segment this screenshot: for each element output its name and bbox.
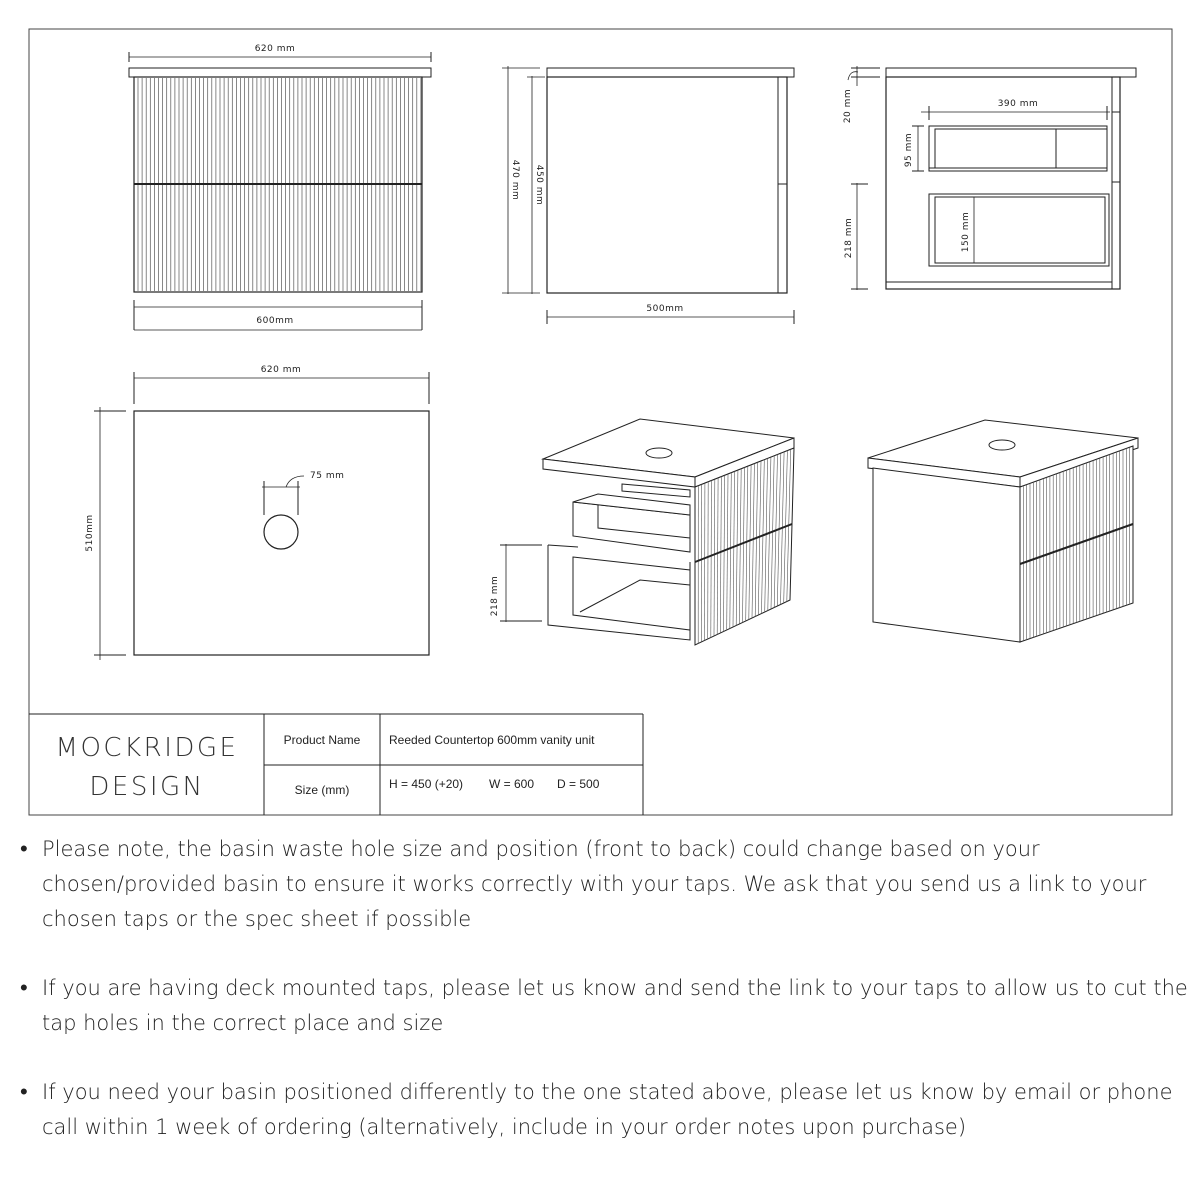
side-countertop [547, 68, 794, 77]
side-view [502, 66, 794, 324]
product-name-label: Product Name [283, 733, 361, 747]
brand-line-1: MOCKRIDGE [55, 733, 239, 763]
dim-side-height-total: 470 mm [510, 159, 520, 201]
dim-side-depth: 500mm [646, 304, 684, 314]
dim-iso-open-height: 218 mm [490, 575, 500, 617]
dim-section-lower-height: 218 mm [844, 217, 854, 259]
dim-section-drawer-width: 390 mm [997, 99, 1039, 109]
iso-closed-waste-hole [989, 440, 1015, 450]
size-depth: D = 500 [557, 777, 600, 791]
dim-section-drawer-bottom-height: 150 mm [961, 211, 971, 253]
section-lower-drawer [929, 194, 1109, 266]
plan-waste-hole [264, 515, 298, 549]
iso-open-lower-drawer [573, 557, 690, 630]
dim-front-bottom-width: 600mm [256, 316, 294, 326]
plan-view [85, 365, 429, 660]
iso-closed-side [873, 468, 1020, 642]
dim-plan-depth: 510mm [85, 514, 95, 552]
note-item: • If you are having deck mounted taps, please let us know and send the link to your taps to allow us to cut the tap holes in the correct place and size [20, 971, 1195, 1041]
side-cabinet [547, 77, 787, 293]
brand-line-2: DESIGN [89, 772, 205, 802]
section-countertop [886, 68, 1136, 77]
iso-closed-view [868, 420, 1138, 642]
front-view [129, 44, 431, 330]
size-height: H = 450 (+20) [389, 777, 464, 791]
notes-list [20, 832, 1195, 1179]
dim-front-top-width: 620 mm [254, 44, 296, 54]
section-upper-drawer [929, 126, 1107, 171]
iso-open-view [490, 419, 794, 645]
front-countertop [129, 68, 431, 77]
size-label: Size (mm) [294, 783, 350, 797]
size-width: W = 600 [489, 777, 535, 791]
dim-section-drawer-top-height: 95 mm [904, 132, 914, 168]
dim-plan-hole: 75 mm [310, 471, 345, 481]
dim-plan-width: 620 mm [260, 365, 302, 375]
note-item: • If you need your basin positioned differently to the one stated above, please let us know by email or phone call within 1 week of ordering (alternatively, include in your order notes upon purchase) [20, 1075, 1195, 1145]
title-block [29, 714, 643, 815]
iso-open-waste-hole [646, 448, 672, 458]
dim-section-top: 20 mm [843, 88, 853, 124]
dim-side-height-body: 450 mm [534, 164, 544, 206]
section-view [843, 66, 1136, 290]
product-name-value: Reeded Countertop 600mm vanity unit [389, 733, 595, 747]
note-item: • Please note, the basin waste hole size and position (front to back) could change based on your chosen/provided basin to ensure it works correctly with your taps. We ask that you send us a link to your chosen taps or the spec sheet if possible [20, 832, 1195, 937]
